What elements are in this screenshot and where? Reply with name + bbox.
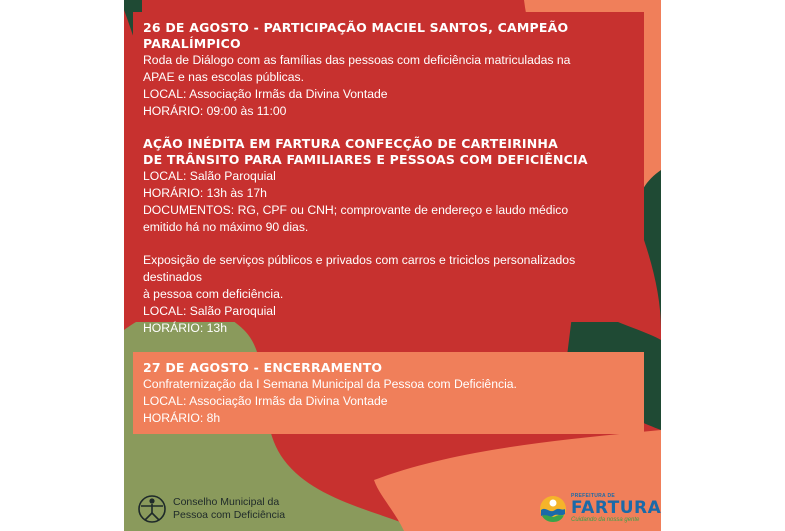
section1-line: Roda de Diálogo com as famílias das pessoas com deficiência matriculadas na bbox=[143, 53, 571, 67]
section4-line: Confraternização da I Semana Municipal da Pessoa com Deficiência. bbox=[143, 377, 517, 391]
council-logo bbox=[137, 494, 285, 524]
prefeitura-label: PREFEITURA DE bbox=[571, 493, 615, 499]
section1-line: APAE e nas escolas públicas. bbox=[143, 70, 305, 84]
section4-title: 27 DE AGOSTO - ENCERRAMENTO bbox=[143, 360, 383, 375]
section4-line: HORÁRIO: 8h bbox=[143, 411, 221, 425]
council-name-line1: Conselho Municipal da bbox=[173, 496, 280, 508]
event-poster bbox=[124, 0, 661, 531]
council-name-line2: Pessoa com Deficiência bbox=[173, 509, 286, 521]
card-august-27 bbox=[133, 352, 644, 434]
section2-title: DE TRÂNSITO PARA FAMILIARES E PESSOAS COM DEFICIÊNCIA bbox=[143, 152, 588, 167]
section2-line: emitido há no máximo 90 dias. bbox=[143, 220, 309, 234]
fartura-logo bbox=[538, 493, 661, 524]
card-august-26 bbox=[133, 12, 644, 335]
section2-line: HORÁRIO: 13h às 17h bbox=[143, 186, 267, 200]
section3-line: LOCAL: Salão Paroquial bbox=[143, 304, 276, 318]
section2-line: DOCUMENTOS: RG, CPF ou CNH; comprovante de endereço e laudo médico bbox=[143, 203, 569, 217]
section1-line: HORÁRIO: 09:00 às 11:00 bbox=[143, 104, 287, 118]
section3-line: à pessoa com deficiência. bbox=[143, 287, 284, 301]
section2-line: LOCAL: Salão Paroquial bbox=[143, 169, 276, 183]
section1-title: 26 DE AGOSTO - PARTICIPAÇÃO MACIEL SANTOS, CAMPEÃO PARALÍMPICO bbox=[143, 20, 569, 51]
brand-tagline: Cuidando da nossa gente bbox=[571, 517, 640, 523]
section3-line: Exposição de serviços públicos e privados com carros e triciclos personalizados destinados bbox=[143, 253, 576, 284]
vitruvian-figure-icon bbox=[137, 494, 167, 524]
section1-line: LOCAL: Associação Irmãs da Divina Vontade bbox=[143, 87, 388, 101]
sun-waves-logo-icon bbox=[538, 494, 568, 524]
section4-line: LOCAL: Associação Irmãs da Divina Vontade bbox=[143, 394, 388, 408]
brand-name: FARTURA bbox=[571, 498, 661, 518]
section3-line: HORÁRIO: 13h bbox=[143, 321, 227, 335]
section2-title: AÇÃO INÉDITA EM FARTURA CONFECÇÃO DE CARTEIRINHA bbox=[143, 136, 558, 151]
